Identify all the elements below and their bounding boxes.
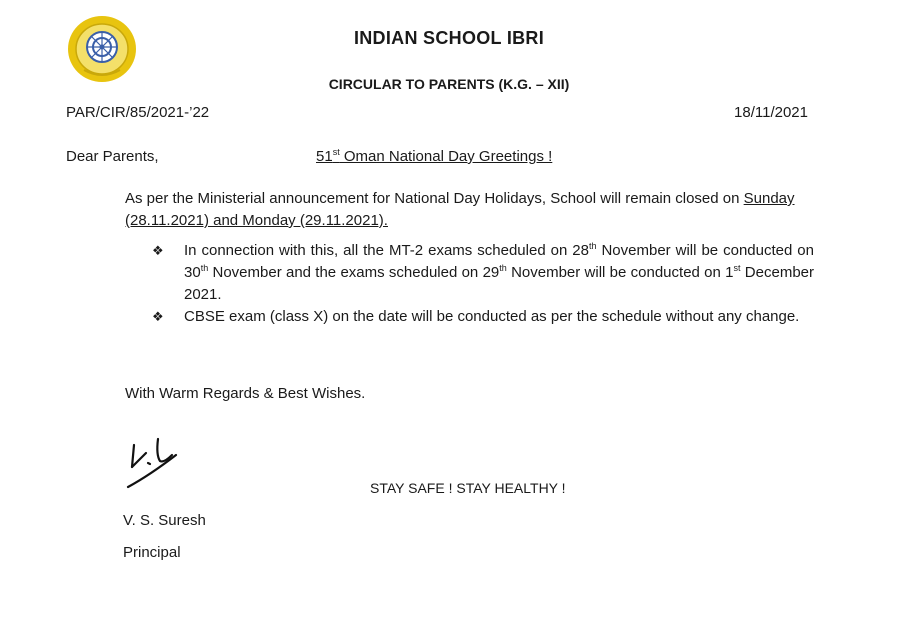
diamond-bullet-icon: ❖ (152, 243, 164, 258)
subject-superscript: st (332, 147, 340, 157)
bullet-list (152, 240, 814, 328)
circular-date: 18/11/2021 (734, 104, 808, 121)
subject-text: Oman National Day Greetings ! (339, 148, 553, 165)
signature (120, 425, 200, 493)
reference-number: PAR/CIR/85/2021-’22 (66, 104, 210, 121)
diamond-bullet-icon: ❖ (152, 309, 164, 324)
circular-title: CIRCULAR TO PARENTS (K.G. – XII) (328, 76, 570, 92)
closing-regards: With Warm Regards & Best Wishes. (125, 385, 366, 402)
subject-number: 51 (316, 148, 333, 165)
bullet-text-exams: In connection with this, all the MT-2 exams scheduled on 28th November will be conducted on 30th November and the exams scheduled on 29th November will be conducted on 1st December 2021. (184, 241, 814, 303)
school-name: INDIAN SCHOOL IBRI (353, 28, 545, 48)
intro-paragraph (125, 188, 815, 232)
intro-text: As per the Ministerial announcement for National Day Holidays, School will remain closed on (125, 190, 740, 207)
holiday-dates: Sunday (28.11.2021) and Monday (29.11.2021). (125, 190, 795, 229)
school-logo (66, 14, 138, 84)
list-item (152, 240, 814, 306)
bullet-text-cbse: CBSE exam (class X) on the date will be conducted as per the schedule without any change. (184, 308, 800, 325)
signatory-title: Principal (123, 544, 181, 561)
signatory-name: V. S. Suresh (123, 512, 206, 529)
subject-line (316, 148, 552, 165)
salutation: Dear Parents, (66, 148, 159, 165)
stay-safe-message: STAY SAFE ! STAY HEALTHY ! (370, 480, 566, 496)
list-item (152, 306, 814, 328)
